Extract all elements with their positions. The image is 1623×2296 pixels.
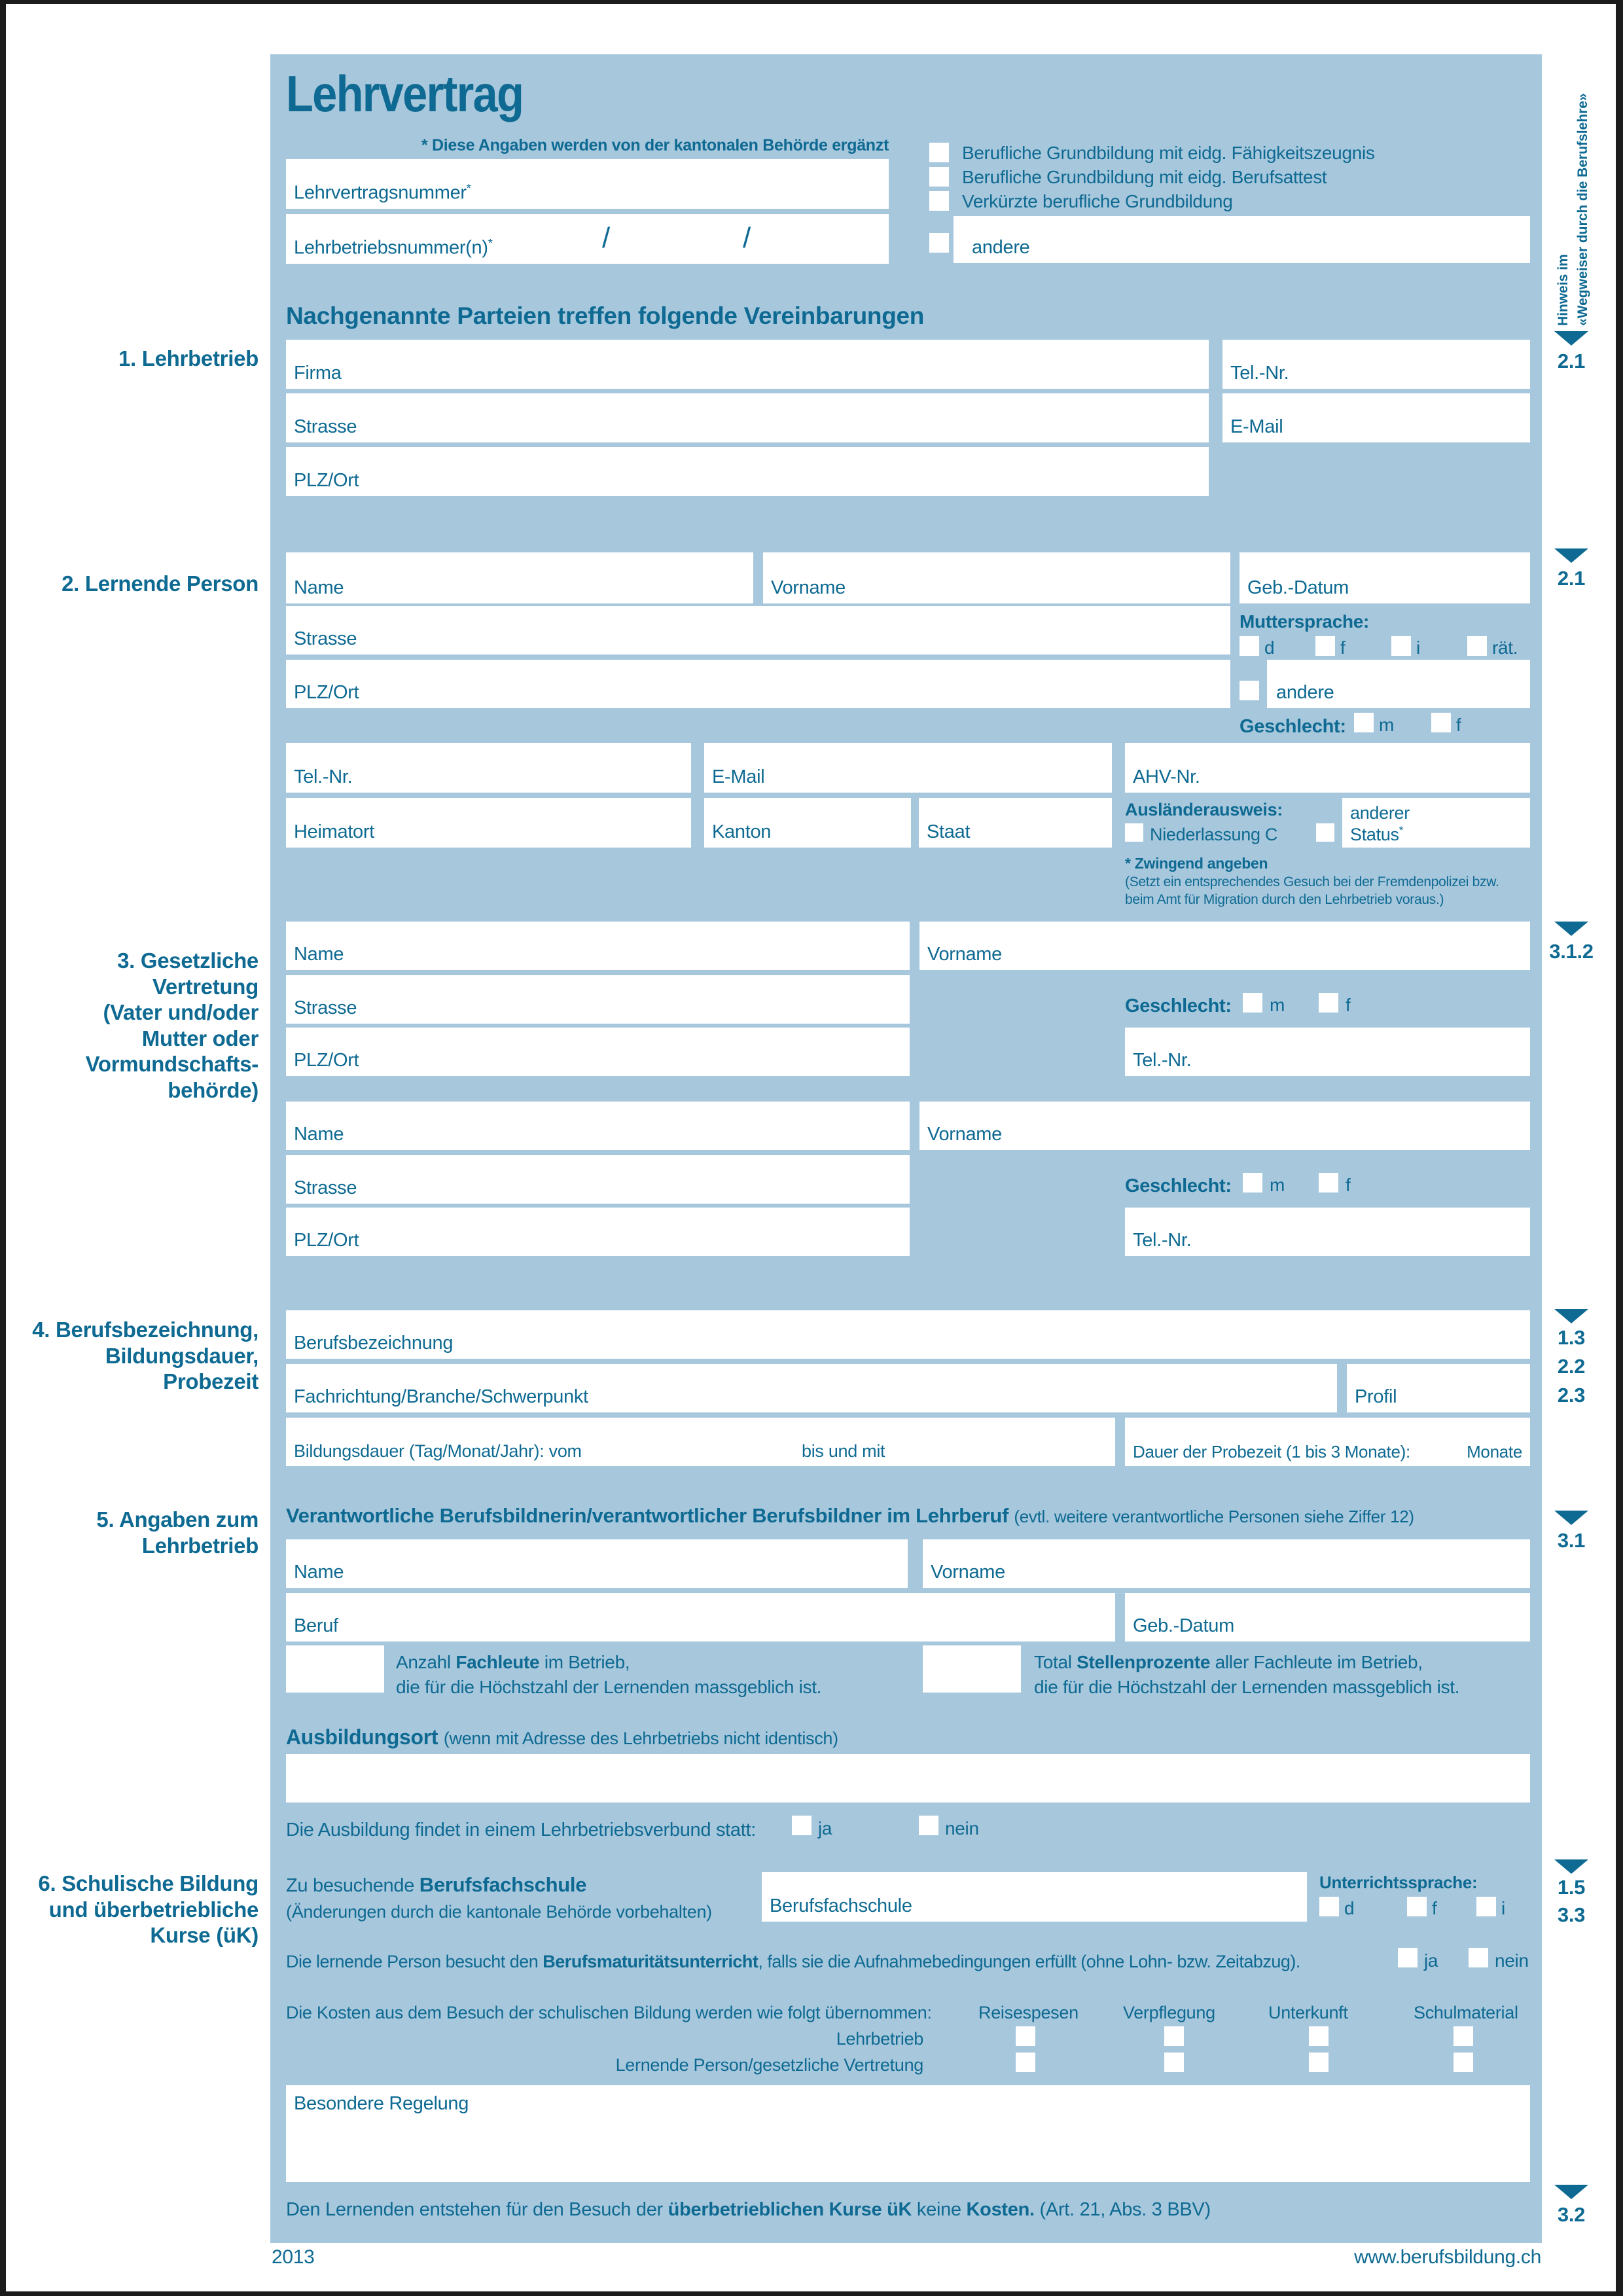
staat-field[interactable]	[919, 798, 1112, 848]
andere-bildung-field[interactable]	[954, 216, 1530, 263]
berufsbildner-heading	[286, 1504, 1414, 1528]
header-note: * Diese Angaben werden von der kantonalen Behörde ergänzt	[421, 136, 889, 154]
anzahl-fachleute-field[interactable]	[286, 1645, 384, 1693]
kosten-col-verpflegung: Verpflegung	[1123, 2003, 1215, 2022]
zwingend-note-title: * Zwingend angeben	[1125, 855, 1268, 872]
ahv-nr-field[interactable]	[1125, 743, 1530, 793]
stellenprozente-label-line1	[1034, 1652, 1423, 1673]
vertretung2-vorname-field[interactable]	[919, 1102, 1530, 1150]
section-4-label-line2: Bildungsdauer,	[105, 1343, 259, 1368]
lehrvertragsnummer-label	[294, 182, 471, 203]
firma-field[interactable]	[286, 340, 1209, 389]
bildungsdauer-label: Bildungsdauer (Tag/Monat/Jahr): vom	[294, 1441, 582, 1461]
page-edge-top	[0, 0, 1623, 4]
kosten-row-lernende-label: Lernende Person/gesetzliche Vertretung	[615, 2055, 923, 2075]
anderer-status-field[interactable]	[1342, 798, 1530, 848]
heimatort-field[interactable]	[286, 798, 691, 848]
name-label: Name	[294, 577, 344, 598]
note-bold: überbetrieblichen Kurse üK	[668, 2199, 912, 2220]
fachrichtung-label: Fachrichtung/Branche/Schwerpunkt	[294, 1386, 588, 1407]
heading-bold: Verantwortliche Berufsbildnerin/verantwortlicher Berufsbildner im Lehrberuf	[286, 1504, 1009, 1527]
bm-nein-label: nein	[1495, 1950, 1529, 1971]
margin-marker-2-1a: 2.1	[1557, 350, 1586, 372]
vertretung1-vorname-field[interactable]	[919, 922, 1530, 970]
section-4-label-line3: Probezeit	[163, 1369, 259, 1394]
checkbox-lernende-verpflegung[interactable]	[1164, 2053, 1184, 2072]
lernende-geb-datum-field[interactable]	[1240, 552, 1530, 603]
section-1-label: 1. Lehrbetrieb	[118, 346, 259, 370]
anderer-status-label-line2	[1350, 824, 1403, 845]
section-3-label-line2: Vertretung	[152, 974, 259, 999]
anderer-status-label-line1: anderer	[1350, 803, 1410, 823]
berufsbildner-name-field[interactable]	[286, 1539, 908, 1588]
vertretung2-strasse-field[interactable]	[286, 1155, 910, 1204]
margin-marker-2-3: 2.3	[1557, 1384, 1586, 1407]
profil-label: Profil	[1355, 1386, 1397, 1407]
email-label: E-Mail	[1230, 416, 1283, 437]
checkbox-bm-ja[interactable]	[1398, 1948, 1418, 1967]
lehrbetriebsverbund-label: Die Ausbildung findet in einem Lehrbetriebsverbund statt:	[286, 1820, 757, 1840]
geschlecht-label: Geschlecht:	[1125, 1175, 1232, 1196]
page-edge-left	[0, 0, 6, 2296]
heading-bold: Berufsfachschule	[419, 1873, 587, 1896]
sprache-d-label: d	[1344, 1898, 1355, 1918]
label-text: Status	[1350, 825, 1399, 844]
vertretung2-plz-ort-field[interactable]	[286, 1208, 910, 1256]
checkbox-muttersprache-raet[interactable]	[1467, 636, 1487, 656]
muttersprache-d-label: d	[1264, 637, 1275, 658]
label-text: Total	[1034, 1652, 1072, 1672]
label-text: , falls sie die Aufnahmebedingungen erfüllt (ohne Lohn- bzw. Zeitabzug).	[758, 1952, 1300, 1971]
label-text: Lehrbetriebsnummer(n)	[294, 238, 488, 259]
lernende-name-field[interactable]	[286, 552, 753, 603]
section-6-label-line1: 6. Schulische Bildung	[38, 1871, 259, 1895]
anzahl-fachleute-label-line1	[396, 1652, 630, 1673]
label-text: Die lernende Person besucht den	[286, 1952, 539, 1971]
probezeit-field[interactable]	[1125, 1418, 1530, 1466]
checkbox-lehrbetrieb-schulmaterial[interactable]	[1454, 2026, 1473, 2046]
tel-label: Tel.-Nr.	[1133, 1050, 1192, 1071]
label-text: im Betrieb,	[544, 1652, 630, 1672]
checkbox-geschlecht-m[interactable]	[1354, 713, 1374, 732]
kosten-col-schulmaterial: Schulmaterial	[1414, 2003, 1518, 2022]
staat-label: Staat	[927, 821, 971, 842]
muttersprache-andere-field[interactable]	[1267, 660, 1530, 708]
muttersprache-label: Muttersprache:	[1240, 611, 1370, 632]
checkbox-verbund-nein[interactable]	[919, 1816, 938, 1835]
plz-ort-label: PLZ/Ort	[294, 470, 359, 491]
heading-normal: (wenn mit Adresse des Lehrbetriebs nicht identisch)	[443, 1729, 838, 1748]
section-5-label-line2: Lehrbetrieb	[141, 1533, 259, 1558]
marker-arrow-icon	[1554, 548, 1588, 563]
kosten-col-reisespesen: Reisespesen	[978, 2003, 1079, 2022]
label-bold: Stellenprozente	[1077, 1652, 1211, 1672]
besondere-regelung-field[interactable]	[286, 2085, 1530, 2182]
lehrbetrieb-tel-field[interactable]	[1222, 340, 1530, 389]
checkbox-muttersprache-d[interactable]	[1240, 636, 1259, 656]
sprache-i-label: i	[1501, 1898, 1505, 1918]
geb-datum-label: Geb.-Datum	[1133, 1615, 1234, 1636]
geb-datum-label: Geb.-Datum	[1247, 577, 1349, 598]
checkbox-verbund-ja[interactable]	[792, 1816, 812, 1835]
label-text: Lehrvertragsnummer	[294, 183, 467, 204]
muttersprache-f-label: f	[1340, 637, 1346, 658]
checkbox-sprache-d[interactable]	[1319, 1897, 1339, 1916]
intro-heading: Nachgenannte Parteien treffen folgende Vereinbarungen	[286, 302, 925, 329]
geschlecht-f-label: f	[1456, 715, 1461, 735]
marker-arrow-icon	[1554, 2185, 1588, 2199]
verbund-nein-label: nein	[945, 1818, 979, 1839]
section-5-label	[26, 1507, 259, 1558]
kosten-label: Die Kosten aus dem Besuch der schulischen Bildung werden wie folgt übernommen:	[286, 2003, 932, 2022]
fachrichtung-field[interactable]	[286, 1364, 1337, 1412]
sprache-f-label: f	[1432, 1898, 1437, 1918]
page-edge-right	[1616, 0, 1623, 2296]
berufsbildner-vorname-field[interactable]	[923, 1539, 1530, 1588]
checkbox-bm-nein[interactable]	[1469, 1948, 1488, 1967]
note-text: (Art. 21, Abs. 3 BBV)	[1039, 2199, 1211, 2220]
firma-label: Firma	[294, 363, 342, 384]
checkbox-muttersprache-f[interactable]	[1315, 636, 1335, 656]
lehrbetrieb-strasse-field[interactable]	[286, 393, 1209, 442]
andere-label: andere	[1276, 682, 1334, 703]
geschlecht-label: Geschlecht:	[1125, 996, 1232, 1016]
strasse-label: Strasse	[294, 416, 357, 437]
checkbox-vertretung1-f[interactable]	[1319, 993, 1338, 1013]
asterisk: *	[466, 181, 471, 195]
tel-label: Tel.-Nr.	[294, 766, 353, 787]
label-bold: Berufsmaturitätsunterricht	[543, 1952, 758, 1971]
berufsbildner-beruf-field[interactable]	[286, 1593, 1115, 1641]
lernende-strasse-field[interactable]	[286, 606, 1230, 655]
checkbox-grundbildung-efz[interactable]	[929, 143, 949, 162]
lehrbetrieb-email-field[interactable]	[1222, 393, 1530, 442]
margin-marker-1-3: 1.3	[1557, 1326, 1586, 1349]
margin-marker-3-1: 3.1	[1557, 1529, 1586, 1552]
lehrbetrieb-plz-ort-field[interactable]	[286, 447, 1209, 496]
strasse-label: Strasse	[294, 628, 357, 649]
section-2-label: 2. Lernende Person	[62, 571, 259, 596]
section-3-label-line4: Mutter oder	[141, 1026, 259, 1050]
berufsfachschule-label: Berufsfachschule	[770, 1895, 912, 1916]
checkbox-vertretung2-f[interactable]	[1319, 1173, 1338, 1193]
section-6-label-line2: und überbetriebliche	[48, 1897, 259, 1922]
label-text: aller Fachleute im Betrieb,	[1215, 1652, 1423, 1672]
checkbox-muttersprache-andere[interactable]	[1240, 681, 1259, 700]
berufsbildner-geb-datum-field[interactable]	[1125, 1593, 1530, 1641]
kanton-field[interactable]	[704, 798, 911, 848]
heimatort-label: Heimatort	[294, 821, 374, 842]
strasse-label: Strasse	[294, 1177, 357, 1198]
margin-note-line1: Hinweis im	[1556, 254, 1571, 326]
checkbox-verkuerzte-grundbildung[interactable]	[929, 191, 949, 211]
label-bold: Fachleute	[455, 1652, 540, 1672]
kosten-row-lehrbetrieb-label: Lehrbetrieb	[836, 2029, 923, 2049]
plz-ort-label: PLZ/Ort	[294, 1230, 359, 1251]
bis-und-mit-label: bis und mit	[802, 1441, 885, 1461]
checkbox-sprache-f[interactable]	[1407, 1897, 1427, 1916]
heading-bold: Ausbildungsort	[286, 1725, 438, 1749]
stellenprozente-field[interactable]	[923, 1645, 1021, 1693]
asterisk: *	[1399, 824, 1403, 836]
asterisk: *	[488, 236, 493, 250]
checkbox-vertretung2-m[interactable]	[1243, 1173, 1262, 1193]
tel-label: Tel.-Nr.	[1133, 1230, 1192, 1251]
note-bold: Kosten.	[966, 2199, 1035, 2220]
uk-kosten-note	[286, 2199, 1211, 2221]
vertretung2-tel-field[interactable]	[1125, 1208, 1530, 1256]
checkbox-muttersprache-i[interactable]	[1391, 636, 1411, 656]
berufsfachschule-field[interactable]	[762, 1872, 1307, 1922]
margin-marker-1-5: 1.5	[1557, 1876, 1586, 1899]
lernende-tel-field[interactable]	[286, 743, 691, 793]
margin-marker-3-2: 3.2	[1557, 2203, 1586, 2226]
slash-separator: /	[743, 222, 751, 254]
berufsbezeichnung-label: Berufsbezeichnung	[294, 1333, 454, 1354]
page-edge-bottom	[0, 2291, 1623, 2296]
profil-field[interactable]	[1347, 1364, 1530, 1412]
name-label: Name	[294, 1124, 344, 1145]
kosten-col-unterkunft: Unterkunft	[1268, 2003, 1348, 2022]
margin-vertical-note	[1554, 77, 1593, 326]
note-text: keine	[916, 2199, 961, 2220]
lernende-plz-ort-field[interactable]	[286, 660, 1230, 708]
stellenprozente-label-line2: die für die Höchstzahl der Lernenden massgeblich ist.	[1034, 1677, 1460, 1697]
section-3-label	[26, 948, 259, 1103]
heading-normal: (evtl. weitere verantwortliche Personen siehe Ziffer 12)	[1014, 1507, 1414, 1526]
vertretung1-tel-field[interactable]	[1125, 1028, 1530, 1076]
marker-arrow-icon	[1554, 331, 1588, 346]
lehrvertragsnummer-field[interactable]	[286, 159, 889, 209]
checkbox-lehrbetrieb-verpflegung[interactable]	[1164, 2026, 1184, 2046]
section-6-label-line3: Kurse (üK)	[150, 1923, 259, 1948]
margin-marker-2-1b: 2.1	[1557, 567, 1586, 590]
marker-arrow-icon	[1554, 922, 1588, 936]
auslaenderausweis-label: Ausländerausweis:	[1125, 800, 1283, 819]
section-3-label-line1: 3. Gesetzliche	[117, 948, 259, 973]
berufsfachschule-heading-line2: (Änderungen durch die kantonale Behörde vorbehalten)	[286, 1902, 712, 1922]
section-4-label	[26, 1317, 259, 1395]
section-5-label-line1: 5. Angaben zum	[96, 1507, 259, 1532]
besondere-regelung-label: Besondere Regelung	[294, 2093, 469, 2114]
vorname-label: Vorname	[927, 1124, 1002, 1145]
checkbox-anderer-status[interactable]	[1316, 823, 1334, 842]
margin-marker-3-1-2: 3.1.2	[1549, 940, 1594, 963]
marker-arrow-icon	[1554, 1309, 1588, 1323]
footer-year: 2013	[272, 2246, 315, 2268]
margin-marker-2-2: 2.2	[1557, 1355, 1586, 1378]
heading-normal: Zu besuchende	[286, 1875, 415, 1896]
strasse-label: Strasse	[294, 997, 357, 1018]
bm-ja-label: ja	[1424, 1950, 1438, 1971]
note-text: Den Lernenden entstehen für den Besuch der	[286, 2199, 663, 2220]
slash-separator: /	[602, 222, 610, 254]
vertretung1-name-field[interactable]	[286, 922, 910, 970]
ausbildungsort-heading	[286, 1725, 838, 1749]
section-3-label-line3: (Vater und/oder	[103, 1000, 259, 1025]
checkbox-niederlassung-c[interactable]	[1125, 823, 1143, 842]
footer-website[interactable]: www.berufsbildung.ch	[1354, 2246, 1541, 2268]
ausbildungsort-field[interactable]	[286, 1754, 1530, 1803]
checkbox-grundbildung-eba[interactable]	[929, 167, 949, 187]
section-3-label-line5: Vormundschafts-	[85, 1052, 259, 1077]
lehrbetriebsnummer-label	[294, 237, 492, 258]
section-3-label-line6: behörde)	[168, 1077, 259, 1102]
marker-arrow-icon	[1554, 1511, 1588, 1525]
geschlecht-m-label: m	[1379, 715, 1395, 735]
zwingend-note-line2: beim Amt für Migration durch den Lehrbetrieb voraus.)	[1125, 892, 1444, 907]
bildungsdauer-field[interactable]	[286, 1418, 1115, 1466]
geschlecht-f-label: f	[1346, 995, 1351, 1015]
section-6-label	[26, 1871, 259, 1948]
checkbox-lernende-reisespesen[interactable]	[1016, 2053, 1035, 2072]
zwingend-note-line1: (Setzt ein entsprechendes Gesuch bei der Fremdenpolizei bzw.	[1125, 874, 1499, 889]
checkbox-vertretung1-m[interactable]	[1243, 993, 1262, 1013]
niederlassung-c-label: Niederlassung C	[1150, 825, 1278, 844]
vorname-label: Vorname	[931, 1562, 1005, 1583]
geschlecht-m-label: m	[1270, 1175, 1285, 1195]
grundbildung-efz-label: Berufliche Grundbildung mit eidg. Fähigkeitszeugnis	[962, 143, 1375, 163]
section-4-label-line1: 4. Berufsbezeichnung,	[32, 1318, 259, 1342]
unterrichtssprache-label: Unterrichtssprache:	[1319, 1873, 1478, 1892]
marker-arrow-icon	[1554, 1859, 1588, 1874]
berufsmaturitaet-label	[286, 1952, 1300, 1972]
margin-note-line2: «Wegweiser durch die Berufslehre»	[1575, 93, 1590, 326]
lehrbetriebsnummer-field[interactable]	[286, 214, 889, 264]
name-label: Name	[294, 944, 344, 965]
page-title: Lehrvertrag	[286, 65, 524, 122]
andere-bildung-label: andere	[972, 237, 1030, 258]
vertretung2-name-field[interactable]	[286, 1102, 910, 1150]
geschlecht-f-label: f	[1346, 1175, 1351, 1195]
checkbox-lernende-unterkunft[interactable]	[1309, 2053, 1329, 2072]
muttersprache-i-label: i	[1416, 637, 1420, 658]
beruf-label: Beruf	[294, 1615, 338, 1636]
kanton-label: Kanton	[712, 821, 772, 842]
anzahl-fachleute-label-line2: die für die Höchstzahl der Lernenden massgeblich ist.	[396, 1677, 822, 1697]
berufsfachschule-heading	[286, 1873, 586, 1897]
ahv-nr-label: AHV-Nr.	[1133, 766, 1200, 787]
geschlecht-label: Geschlecht:	[1240, 716, 1346, 737]
muttersprache-raet-label: rät.	[1492, 637, 1518, 658]
name-label: Name	[294, 1562, 344, 1583]
plz-ort-label: PLZ/Ort	[294, 1050, 359, 1071]
vertretung1-plz-ort-field[interactable]	[286, 1028, 910, 1076]
grundbildung-eba-label: Berufliche Grundbildung mit eidg. Berufsattest	[962, 167, 1327, 187]
checkbox-geschlecht-f[interactable]	[1431, 713, 1451, 732]
checkbox-lehrbetrieb-unterkunft[interactable]	[1309, 2026, 1329, 2046]
email-label: E-Mail	[712, 766, 765, 787]
lernende-vorname-field[interactable]	[763, 552, 1230, 603]
lernende-email-field[interactable]	[704, 743, 1112, 793]
geschlecht-m-label: m	[1270, 995, 1285, 1015]
margin-marker-3-3: 3.3	[1557, 1903, 1586, 1926]
checkbox-sprache-i[interactable]	[1476, 1897, 1496, 1916]
berufsbezeichnung-field[interactable]	[286, 1310, 1530, 1359]
tel-label: Tel.-Nr.	[1230, 363, 1289, 384]
checkbox-lehrbetrieb-reisespesen[interactable]	[1016, 2026, 1035, 2046]
verkuerzte-grundbildung-label: Verkürzte berufliche Grundbildung	[962, 191, 1233, 211]
vorname-label: Vorname	[771, 577, 846, 598]
plz-ort-label: PLZ/Ort	[294, 682, 359, 703]
label-text: Anzahl	[396, 1652, 451, 1672]
monate-label: Monate	[1467, 1442, 1522, 1462]
vorname-label: Vorname	[927, 944, 1002, 965]
probezeit-label: Dauer der Probezeit (1 bis 3 Monate):	[1133, 1442, 1410, 1462]
verbund-ja-label: ja	[818, 1818, 832, 1839]
vertretung1-strasse-field[interactable]	[286, 975, 910, 1024]
checkbox-andere-bildung[interactable]	[929, 233, 949, 253]
checkbox-lernende-schulmaterial[interactable]	[1454, 2053, 1473, 2072]
